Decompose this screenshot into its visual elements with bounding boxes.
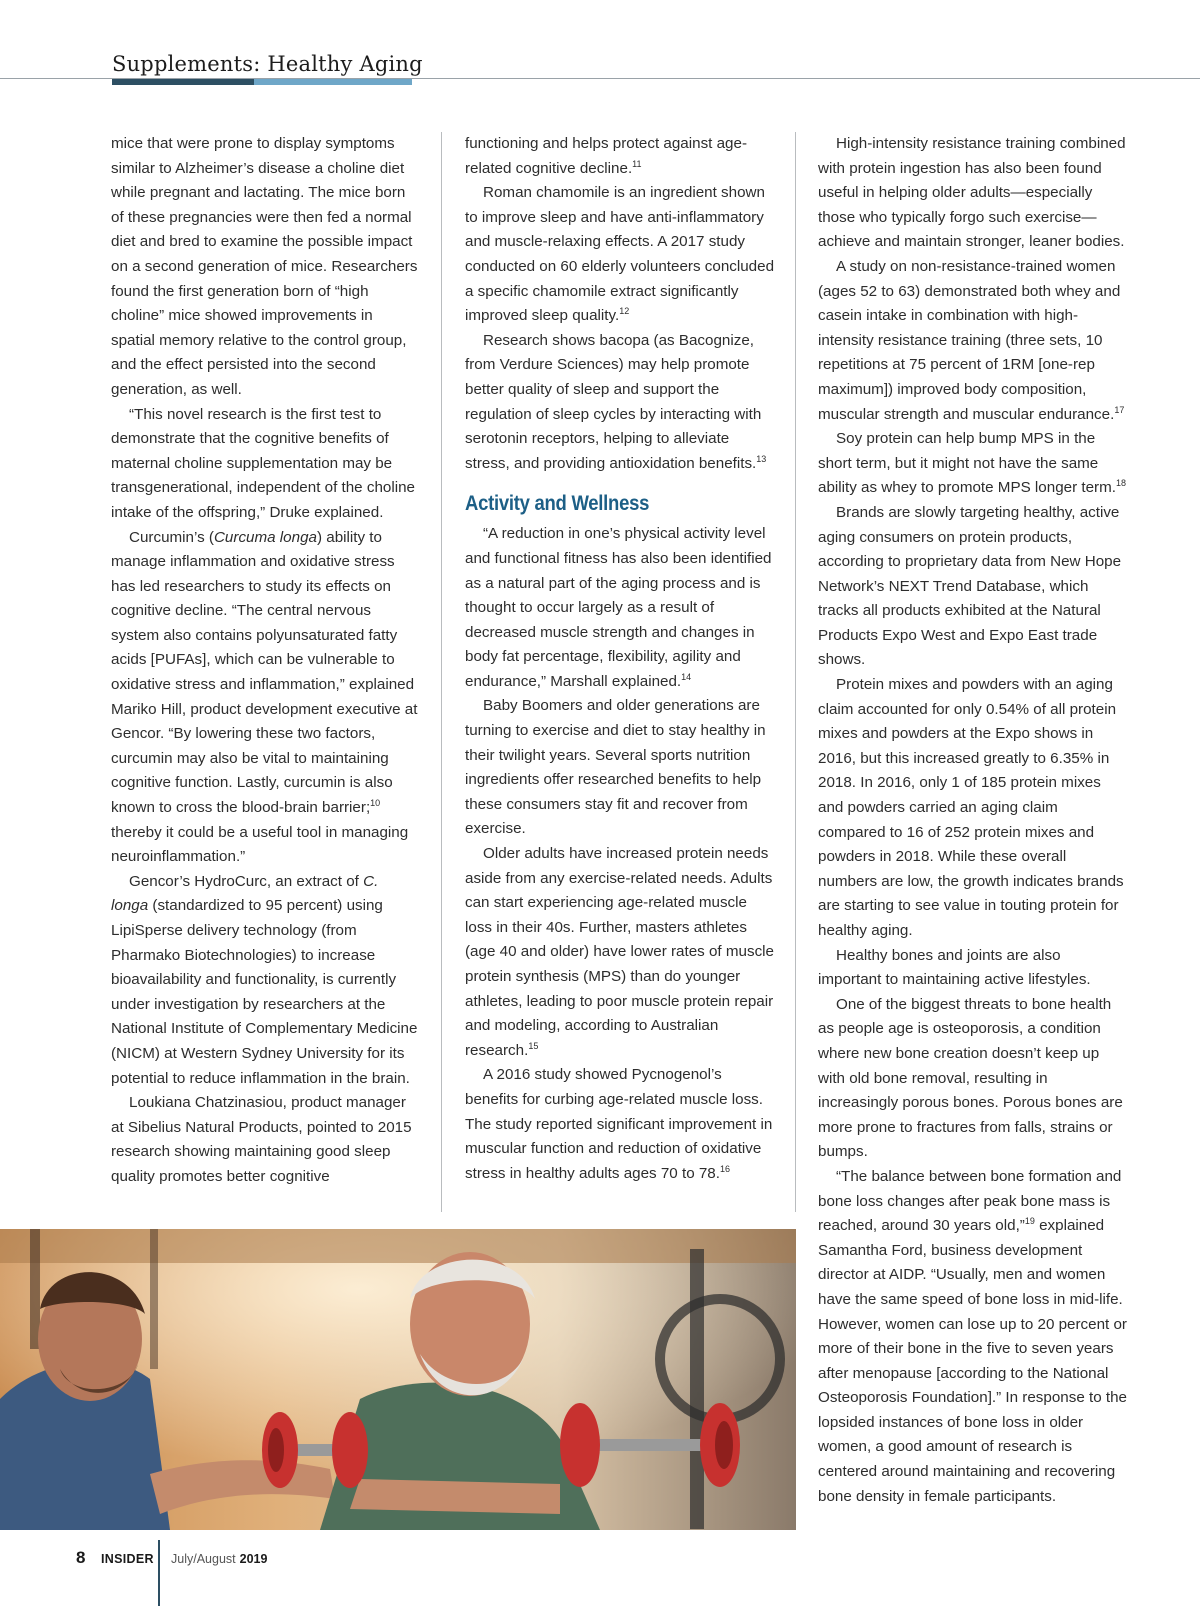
text-run: ) ability to manage inflammation and oxidative stress has led researchers to study its effects on cognitive decline. “The central nervous system also contains polyunsaturated fatty acids [PUFAs], which can be vulnerable to oxidative stress and inflammation,” explained Mariko Hill, product development executive at Gencor. “By lowering these two factors, curcumin may also be vital to maintaining cognitive function. Lastly, curcumin is also known to cross the blood-brain barrier; xyxy=(111,528,418,817)
text-run: A study on non-resistance-trained women (ages 52 to 63) demonstrated both whey and casein intake in combination with high-intensity resistance training (three sets, 10 repetitions at 75 percent of 1RM [one-rep maximum]) improved body composition, muscular strength and muscular endurance. xyxy=(818,257,1121,423)
article-column-2 xyxy=(465,132,775,1186)
paragraph: Healthy bones and joints are also important to maintaining active lifestyles. xyxy=(818,946,1091,989)
column-divider-1 xyxy=(441,132,442,1212)
issue-month: July/August xyxy=(171,1552,236,1566)
paragraph xyxy=(818,255,1128,427)
text-run: (standardized to 95 percent) using LipiSperse delivery technology (from Pharmako Biotechnologies) to increase bioavailability and functionality, is currently under investigation by researchers at the National Institute of Complementary Medicine (NICM) at Western Sydney University for its potential to reduce inflammation in the brain. xyxy=(111,897,418,1087)
man-arm xyxy=(350,1479,560,1514)
section-title: Supplements: Healthy Aging xyxy=(112,52,423,76)
issue-year: 2019 xyxy=(239,1552,268,1566)
footnote-ref: 10 xyxy=(370,798,381,809)
footnote-ref: 14 xyxy=(681,671,692,682)
footnote-ref: 19 xyxy=(1024,1216,1035,1227)
text-run: Research shows bacopa (as Bacognize, from Verdure Sciences) may help promote better quality of sleep and support the regulation of sleep cycles by interacting with serotonin receptors, helping to alleviate stress, and providing antioxidation benefits. xyxy=(465,331,762,472)
italic-text: Curcuma longa xyxy=(213,528,317,546)
article-column-1 xyxy=(111,132,419,1190)
paragraph xyxy=(111,526,419,870)
text-run: Curcumin’s ( xyxy=(129,528,214,546)
footnote-ref: 12 xyxy=(619,306,630,317)
paragraph xyxy=(465,132,775,181)
text-run: explained Samantha Ford, business development director at AIDP. “Usually, men and women have the same speed of bone loss in mid-life. However, women can lose up to 20 percent or more of their bone in the five to seven years after menopause [according to the National Osteoporosis Foundation].” In response to the lopsided instances of bone loss in older women, a good amount of research is centered around maintaining and recovering bone density in female participants. xyxy=(818,1217,1127,1505)
paragraph: High-intensity resistance training combined with protein ingestion has also been found useful in helping older adults—especially those who typically forgo such exercise—achieve and maintain stronger, leaner bodies. xyxy=(818,135,1126,251)
photo-illustration xyxy=(0,1229,796,1530)
article-column-3 xyxy=(818,132,1128,1509)
magazine-name: INSIDER xyxy=(101,1552,154,1566)
text-run: functioning and helps protect against age-related cognitive decline. xyxy=(465,135,748,177)
paragraph: Protein mixes and powders with an aging claim accounted for only 0.54% of all protein mixes and powders at the Expo shows in 2016, but this increased greatly to 6.35% in 2018. In 2016, only 1 of 185 protein mixes and powders carried an aging claim compared to 16 of 252 protein mixes and powders in 2018. While these overall numbers are low, the growth indicates brands are starting to see value in touting protein for healthy aging. xyxy=(818,676,1124,939)
paragraph: One of the biggest threats to bone health as people age is osteoporosis, a condition where new bone creation doesn’t keep up with old bone removal, resulting in increasingly porous bones. Porous bones are more prone to fractures from falls, strains or bumps. xyxy=(818,995,1123,1161)
text-run: Older adults have increased protein needs aside from any exercise-related needs. Adults can start experiencing age-related muscle loss in their 40s. Further, masters athletes (age 40 and older) have lower rates of muscle protein synthesis (MPS) than do younger athletes, leading to poor muscle protein repair and modeling, according to Australian research. xyxy=(465,845,774,1059)
footnote-ref: 18 xyxy=(1115,478,1126,489)
paragraph xyxy=(111,870,419,1091)
paragraph xyxy=(465,181,775,329)
text-run: A 2016 study showed Pycnogenol’s benefits for curbing age-related muscle loss. The study reported significant improvement in muscular function and reduction of oxidative stress in healthy adults ages 70 to 78. xyxy=(465,1066,773,1182)
paragraph xyxy=(465,1063,775,1186)
paragraph: Brands are slowly targeting healthy, active aging consumers on protein products, according to proprietary data from New Hope Network’s NEXT Trend Database, which tracks all products exhibited at the Natural Products Expo West and Expo East trade shows. xyxy=(818,503,1122,669)
paragraph: Loukiana Chatzinasiou, product manager at Sibelius Natural Products, pointed to 2015 research showing maintaining good sleep quality promotes better cognitive xyxy=(111,1094,412,1185)
footnote-ref: 13 xyxy=(756,453,767,464)
paragraph xyxy=(818,427,1128,501)
issue-date xyxy=(171,1552,267,1566)
paragraph: Baby Boomers and older generations are turning to exercise and diet to stay healthy in their twilight years. Several sports nutrition ingredients offer researched benefits to help these consumers stay fit and recover from exercise. xyxy=(465,697,766,838)
header-accent-bar-dark xyxy=(112,79,254,85)
gym-photo xyxy=(0,1229,796,1530)
paragraph xyxy=(465,842,775,1063)
text-run: Soy protein can help bump MPS in the short term, but it might not have the same ability as whey to promote MPS longer term. xyxy=(818,430,1116,497)
column-divider-2 xyxy=(795,132,796,1212)
italic-text: C. longa xyxy=(111,872,379,915)
paragraph xyxy=(465,329,775,477)
paragraph: “This novel research is the first test to demonstrate that the cognitive benefits of maternal choline supplementation may be transgenerational, independent of the choline intake of the offspring,” Druke explained. xyxy=(111,405,415,521)
text-run: “A reduction in one’s physical activity level and functional fitness has also been identified as a natural part of the aging process and is thought to occur largely as a result of decreased muscle strength and changes in body fat percentage, flexibility, agility and endurance,” Marshall explained. xyxy=(465,525,772,690)
header-accent-bar-light xyxy=(254,79,412,85)
footnote-ref: 15 xyxy=(528,1040,539,1051)
footer-rule xyxy=(158,1540,160,1606)
text-run: Roman chamomile is an ingredient shown to improve sleep and have anti-inflammatory and muscle-relaxing effects. A 2017 study conducted on 60 elderly volunteers concluded a specific chamomile extract significantly improved sleep quality. xyxy=(465,184,775,325)
paragraph xyxy=(818,1165,1128,1509)
paragraph xyxy=(465,522,775,694)
text-run: “The balance between bone formation and bone loss changes after peak bone mass is reached, around 30 years old,” xyxy=(818,1167,1122,1235)
text-run: Gencor’s HydroCurc, an extract of xyxy=(129,872,364,890)
page-number: 8 xyxy=(76,1548,86,1567)
text-run: thereby it could be a useful tool in managing neuroinflammation.” xyxy=(111,823,409,866)
footnote-ref: 17 xyxy=(1114,404,1125,415)
footnote-ref: 16 xyxy=(719,1163,730,1174)
section-heading: Activity and Wellness xyxy=(465,492,650,516)
footnote-ref: 11 xyxy=(632,158,642,169)
paragraph: mice that were prone to display symptoms similar to Alzheimer’s disease a choline diet while pregnant and lactating. The mice born of these pregnancies were then fed a normal diet and bred to examine the possible impact on a second generation of mice. Researchers found the first generation born of “high choline” mice showed improvements in spatial memory relative to the control group, and the effect persisted into the second generation, as well. xyxy=(111,135,418,398)
